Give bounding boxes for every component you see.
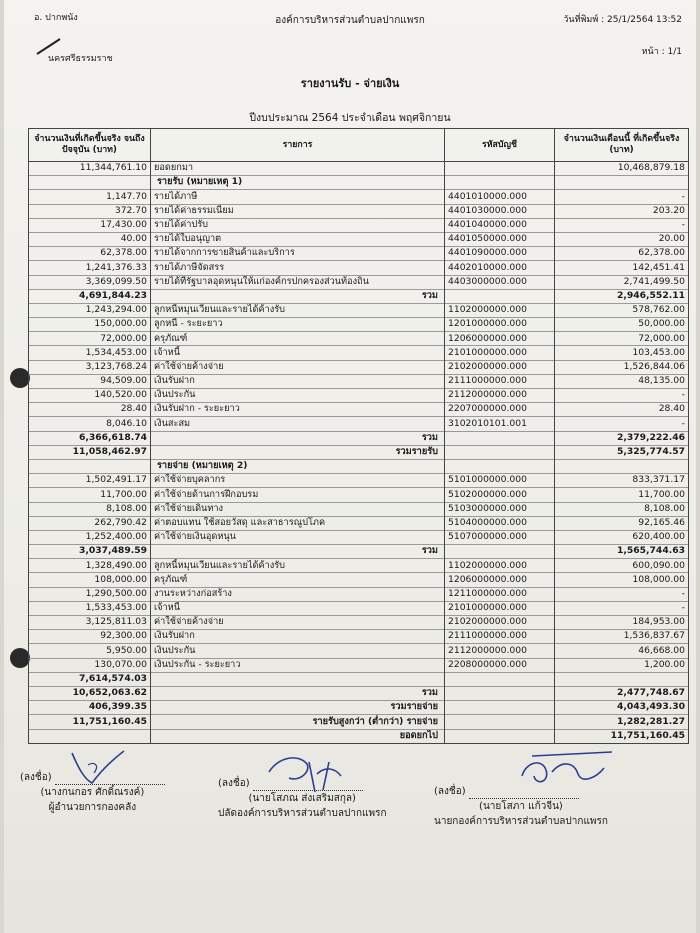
account-code-cell: 5104000000.000 bbox=[445, 516, 555, 530]
monthly-amount-cell: 1,200.00 bbox=[555, 658, 689, 672]
header-province: นครศรีธรรมราช bbox=[48, 54, 113, 64]
cumulative-amount-cell: 262,790.42 bbox=[29, 516, 151, 530]
signatory-name: (นายโสภา แก้วจีน) bbox=[479, 801, 563, 812]
cumulative-amount-cell: 3,369,099.50 bbox=[29, 275, 151, 289]
item-description-cell: รายได้ภาษี bbox=[151, 190, 445, 204]
column-header-item: รายการ bbox=[151, 129, 445, 162]
monthly-amount-cell: 1,282,281.27 bbox=[555, 715, 689, 729]
document-page bbox=[4, 0, 696, 933]
account-code-cell bbox=[445, 545, 555, 559]
column-header-code: รหัสบัญชี bbox=[445, 129, 555, 162]
cumulative-amount-cell: 1,502,491.17 bbox=[29, 474, 151, 488]
monthly-amount-cell: 184,953.00 bbox=[555, 616, 689, 630]
section-row bbox=[29, 176, 689, 190]
table-row bbox=[29, 616, 689, 630]
column-header-month: จำนวนเงินเดือนนี้ ที่เกิดขึ้นจริง (บาท) bbox=[555, 129, 689, 162]
item-description-cell: เงินรับฝาก - ระยะยาว bbox=[151, 403, 445, 417]
cumulative-amount-cell: 11,751,160.45 bbox=[29, 715, 151, 729]
table-row bbox=[29, 389, 689, 403]
total-row bbox=[29, 445, 689, 459]
monthly-amount-cell: 8,108.00 bbox=[555, 502, 689, 516]
account-code-cell: 5103000000.000 bbox=[445, 502, 555, 516]
cumulative-amount-cell: 1,241,376.33 bbox=[29, 261, 151, 275]
cumulative-amount-cell: 130,070.00 bbox=[29, 658, 151, 672]
monthly-amount-cell bbox=[555, 672, 689, 686]
monthly-amount-cell: 2,741,499.50 bbox=[555, 275, 689, 289]
cumulative-amount-cell: 5,950.00 bbox=[29, 644, 151, 658]
monthly-amount-cell: - bbox=[555, 190, 689, 204]
table-row bbox=[29, 318, 689, 332]
account-code-cell bbox=[445, 162, 555, 176]
item-description-cell: ค่าใช้จ่ายเงินอุดหนุน bbox=[151, 530, 445, 544]
cumulative-amount-cell bbox=[29, 459, 151, 473]
account-code-cell: 1102000000.000 bbox=[445, 303, 555, 317]
account-code-cell: 5101000000.000 bbox=[445, 474, 555, 488]
cumulative-amount-cell: 150,000.00 bbox=[29, 318, 151, 332]
monthly-amount-cell: - bbox=[555, 389, 689, 403]
monthly-amount-cell: 5,325,774.57 bbox=[555, 445, 689, 459]
monthly-amount-cell: 50,000.00 bbox=[555, 318, 689, 332]
cumulative-amount-cell bbox=[29, 176, 151, 190]
signature-label: (ลงชื่อ) bbox=[434, 786, 466, 797]
signature-label: (ลงชื่อ) bbox=[218, 778, 250, 789]
monthly-amount-cell: 4,043,493.30 bbox=[555, 701, 689, 715]
table-row bbox=[29, 374, 689, 388]
punch-hole bbox=[10, 648, 30, 668]
section-row bbox=[29, 459, 689, 473]
total-row bbox=[29, 686, 689, 700]
report-title: รายงานรับ - จ่ายเงิน bbox=[300, 77, 400, 90]
table-row bbox=[29, 332, 689, 346]
monthly-amount-cell: 2,379,222.46 bbox=[555, 431, 689, 445]
item-description-cell: รวม bbox=[151, 545, 445, 559]
item-description-cell: ค่าใช้จ่ายค้างจ่าย bbox=[151, 616, 445, 630]
account-code-cell bbox=[445, 729, 555, 743]
header-page-number: หน้า : 1/1 bbox=[641, 47, 682, 57]
header-print-date: วันที่พิมพ์ : 25/1/2564 13:52 bbox=[563, 15, 682, 25]
item-description-cell: เงินสะสม bbox=[151, 417, 445, 431]
monthly-amount-cell: 11,751,160.45 bbox=[555, 729, 689, 743]
item-description-cell: เงินประกัน bbox=[151, 389, 445, 403]
monthly-amount-cell: 92,165.46 bbox=[555, 516, 689, 530]
account-code-cell: 1211000000.000 bbox=[445, 587, 555, 601]
item-description-cell: ครุภัณฑ์ bbox=[151, 573, 445, 587]
punch-hole bbox=[10, 368, 30, 388]
cumulative-amount-cell: 3,037,489.59 bbox=[29, 545, 151, 559]
monthly-amount-cell: 578,762.00 bbox=[555, 303, 689, 317]
cumulative-amount-cell: 1,534,453.00 bbox=[29, 346, 151, 360]
item-description-cell: ค่าใช้จ่ายบุคลากร bbox=[151, 474, 445, 488]
monthly-amount-cell: 600,090.00 bbox=[555, 559, 689, 573]
table-row bbox=[29, 232, 689, 246]
item-description-cell: รายรับ (หมายเหตุ 1) bbox=[151, 176, 445, 190]
monthly-amount-cell: 11,700.00 bbox=[555, 488, 689, 502]
item-description-cell: ค่าใช้จ่ายด้านการฝึกอบรม bbox=[151, 488, 445, 502]
cumulative-amount-cell: 11,700.00 bbox=[29, 488, 151, 502]
monthly-amount-cell: 62,378.00 bbox=[555, 247, 689, 261]
account-code-cell: 4401010000.000 bbox=[445, 190, 555, 204]
monthly-amount-cell: 1,536,837.67 bbox=[555, 630, 689, 644]
monthly-amount-cell: 142,451.41 bbox=[555, 261, 689, 275]
table-row bbox=[29, 601, 689, 615]
account-code-cell: 2112000000.000 bbox=[445, 389, 555, 403]
cumulative-amount-cell: 10,652,063.62 bbox=[29, 686, 151, 700]
table-row bbox=[29, 644, 689, 658]
cumulative-amount-cell: 40.00 bbox=[29, 232, 151, 246]
cumulative-amount-cell: 11,058,462.97 bbox=[29, 445, 151, 459]
cumulative-amount-cell: 62,378.00 bbox=[29, 247, 151, 261]
account-code-cell: 2101000000.000 bbox=[445, 601, 555, 615]
monthly-amount-cell: 2,477,748.67 bbox=[555, 686, 689, 700]
cumulative-amount-cell: 94,509.00 bbox=[29, 374, 151, 388]
cumulative-amount-cell: 7,614,574.03 bbox=[29, 672, 151, 686]
cumulative-amount-cell: 8,108.00 bbox=[29, 502, 151, 516]
item-description-cell: ค่าตอบแทน ใช้สอยวัสดุ และสาธารณูปโภค bbox=[151, 516, 445, 530]
item-description-cell: รวม bbox=[151, 686, 445, 700]
item-description-cell: ลูกหนี้หมุนเวียนและรายได้ค้างรับ bbox=[151, 559, 445, 573]
monthly-amount-cell: 1,526,844.06 bbox=[555, 360, 689, 374]
table-row bbox=[29, 403, 689, 417]
account-code-cell: 4401050000.000 bbox=[445, 232, 555, 246]
item-description-cell: ค่าใช้จ่ายเดินทาง bbox=[151, 502, 445, 516]
table-row bbox=[29, 516, 689, 530]
signatory-name: (นางกนกอร ศักดิ์ณรงค์) bbox=[40, 787, 145, 798]
account-code-cell bbox=[445, 431, 555, 445]
monthly-amount-cell: 1,565,744.63 bbox=[555, 545, 689, 559]
total-row bbox=[29, 715, 689, 729]
cumulative-amount-cell: 406,399.35 bbox=[29, 701, 151, 715]
monthly-amount-cell bbox=[555, 176, 689, 190]
table-row bbox=[29, 502, 689, 516]
cumulative-amount-cell: 92,300.00 bbox=[29, 630, 151, 644]
account-code-cell: 2207000000.000 bbox=[445, 403, 555, 417]
total-row bbox=[29, 545, 689, 559]
item-description-cell: เงินรับฝาก bbox=[151, 374, 445, 388]
item-description-cell: รวม bbox=[151, 289, 445, 303]
cumulative-amount-cell: 8,046.10 bbox=[29, 417, 151, 431]
account-code-cell: 2101000000.000 bbox=[445, 346, 555, 360]
signature-image bbox=[64, 745, 134, 790]
table-row bbox=[29, 204, 689, 218]
account-code-cell: 1102000000.000 bbox=[445, 559, 555, 573]
monthly-amount-cell: 108,000.00 bbox=[555, 573, 689, 587]
total-row bbox=[29, 672, 689, 686]
account-code-cell bbox=[445, 459, 555, 473]
account-code-cell: 1206000000.000 bbox=[445, 332, 555, 346]
header-district: อ. ปากพนัง bbox=[34, 13, 78, 23]
monthly-amount-cell: 833,371.17 bbox=[555, 474, 689, 488]
signatory-position: นายกองค์การบริหารส่วนตำบลปากแพรก bbox=[434, 816, 608, 827]
signature-image bbox=[512, 748, 622, 793]
total-row bbox=[29, 729, 689, 743]
account-code-cell: 3102010101.001 bbox=[445, 417, 555, 431]
monthly-amount-cell: - bbox=[555, 587, 689, 601]
account-code-cell: 4401030000.000 bbox=[445, 204, 555, 218]
signature-image bbox=[259, 752, 359, 797]
item-description-cell: เงินประกัน - ระยะยาว bbox=[151, 658, 445, 672]
item-description-cell: รายได้ค่าปรับ bbox=[151, 218, 445, 232]
account-code-cell bbox=[445, 176, 555, 190]
item-description-cell: ลูกหนี้หมุนเวียนและรายได้ค้างรับ bbox=[151, 303, 445, 317]
account-code-cell: 2111000000.000 bbox=[445, 630, 555, 644]
table-row bbox=[29, 303, 689, 317]
cumulative-amount-cell: 28.40 bbox=[29, 403, 151, 417]
monthly-amount-cell: 48,135.00 bbox=[555, 374, 689, 388]
table-row bbox=[29, 573, 689, 587]
account-code-cell: 1201000000.000 bbox=[445, 318, 555, 332]
account-code-cell: 2112000000.000 bbox=[445, 644, 555, 658]
monthly-amount-cell: - bbox=[555, 417, 689, 431]
item-description-cell: รายรับสูงกว่า (ต่ำกว่า) รายจ่าย bbox=[151, 715, 445, 729]
account-code-cell bbox=[445, 715, 555, 729]
cumulative-amount-cell: 11,344,761.10 bbox=[29, 162, 151, 176]
monthly-amount-cell: 28.40 bbox=[555, 403, 689, 417]
report-subtitle: ปีงบประมาณ 2564 ประจำเดือน พฤศจิกายน bbox=[249, 112, 451, 124]
item-description-cell: งานระหว่างก่อสร้าง bbox=[151, 587, 445, 601]
item-description-cell: ยอดยกมา bbox=[151, 162, 445, 176]
monthly-amount-cell: 103,453.00 bbox=[555, 346, 689, 360]
account-code-cell: 4401040000.000 bbox=[445, 218, 555, 232]
item-description-cell: ค่าใช้จ่ายค้างจ่าย bbox=[151, 360, 445, 374]
table-row bbox=[29, 474, 689, 488]
table-row bbox=[29, 630, 689, 644]
account-code-cell: 2102000000.000 bbox=[445, 360, 555, 374]
item-description-cell: เจ้าหนี้ bbox=[151, 601, 445, 615]
item-description-cell: เงินประกัน bbox=[151, 644, 445, 658]
monthly-amount-cell: 203.20 bbox=[555, 204, 689, 218]
table-row bbox=[29, 530, 689, 544]
item-description-cell: รายได้ใบอนุญาต bbox=[151, 232, 445, 246]
item-description-cell: รายจ่าย (หมายเหตุ 2) bbox=[151, 459, 445, 473]
item-description-cell: รายได้ภาษีจัดสรร bbox=[151, 261, 445, 275]
cumulative-amount-cell: 4,691,844.23 bbox=[29, 289, 151, 303]
table-row bbox=[29, 488, 689, 502]
monthly-amount-cell: 620,400.00 bbox=[555, 530, 689, 544]
table-row bbox=[29, 218, 689, 232]
item-description-cell: ลูกหนี้ - ระยะยาว bbox=[151, 318, 445, 332]
table-row bbox=[29, 346, 689, 360]
cumulative-amount-cell: 1,252,400.00 bbox=[29, 530, 151, 544]
table-row bbox=[29, 587, 689, 601]
item-description-cell: รายได้ที่รัฐบาลอุดหนุนให้แก่องค์กรปกครองส่วนท้องถิ่น bbox=[151, 275, 445, 289]
account-code-cell: 2102000000.000 bbox=[445, 616, 555, 630]
table-row bbox=[29, 417, 689, 431]
table-row bbox=[29, 360, 689, 374]
account-code-cell bbox=[445, 289, 555, 303]
monthly-amount-cell: 72,000.00 bbox=[555, 332, 689, 346]
table-row bbox=[29, 658, 689, 672]
item-description-cell: รายได้ค่าธรรมเนียม bbox=[151, 204, 445, 218]
account-code-cell: 4401090000.000 bbox=[445, 247, 555, 261]
account-code-cell: 1206000000.000 bbox=[445, 573, 555, 587]
item-description-cell: เงินรับฝาก bbox=[151, 630, 445, 644]
total-row bbox=[29, 431, 689, 445]
signature-label: (ลงชื่อ) bbox=[20, 772, 52, 783]
cumulative-amount-cell: 372.70 bbox=[29, 204, 151, 218]
cumulative-amount-cell bbox=[29, 729, 151, 743]
item-description-cell bbox=[151, 672, 445, 686]
monthly-amount-cell: 20.00 bbox=[555, 232, 689, 246]
account-code-cell: 4403000000.000 bbox=[445, 275, 555, 289]
handwritten-mark bbox=[34, 36, 64, 58]
monthly-amount-cell: 10,468,879.18 bbox=[555, 162, 689, 176]
signatory-position: ผู้อำนวยการกองคลัง bbox=[48, 802, 137, 813]
signatory-name: (นายโสภณ ส่งเสริมสกุล) bbox=[248, 793, 356, 804]
item-description-cell: รวมรายรับ bbox=[151, 445, 445, 459]
account-code-cell bbox=[445, 701, 555, 715]
cumulative-amount-cell: 1,243,294.00 bbox=[29, 303, 151, 317]
cumulative-amount-cell: 17,430.00 bbox=[29, 218, 151, 232]
item-description-cell: ครุภัณฑ์ bbox=[151, 332, 445, 346]
cumulative-amount-cell: 3,125,811.03 bbox=[29, 616, 151, 630]
table-row bbox=[29, 275, 689, 289]
monthly-amount-cell bbox=[555, 459, 689, 473]
item-description-cell: รายได้จากการขายสินค้าและบริการ bbox=[151, 247, 445, 261]
total-row bbox=[29, 701, 689, 715]
monthly-amount-cell: 2,946,552.11 bbox=[555, 289, 689, 303]
table-row bbox=[29, 162, 689, 176]
item-description-cell: ยอดยกไป bbox=[151, 729, 445, 743]
receipt-expense-table bbox=[28, 128, 689, 744]
cumulative-amount-cell: 72,000.00 bbox=[29, 332, 151, 346]
table-row bbox=[29, 559, 689, 573]
account-code-cell bbox=[445, 672, 555, 686]
monthly-amount-cell: - bbox=[555, 601, 689, 615]
table-row bbox=[29, 247, 689, 261]
account-code-cell: 4402010000.000 bbox=[445, 261, 555, 275]
column-header-cumulative: จำนวนเงินที่เกิดขึ้นจริง จนถึงปัจจุบัน (บาท) bbox=[29, 129, 151, 162]
signatory-position: ปลัดองค์การบริหารส่วนตำบลปากแพรก bbox=[218, 808, 387, 819]
account-code-cell: 5102000000.000 bbox=[445, 488, 555, 502]
account-code-cell: 5107000000.000 bbox=[445, 530, 555, 544]
item-description-cell: เจ้าหนี้ bbox=[151, 346, 445, 360]
total-row bbox=[29, 289, 689, 303]
cumulative-amount-cell: 108,000.00 bbox=[29, 573, 151, 587]
cumulative-amount-cell: 1,147.70 bbox=[29, 190, 151, 204]
cumulative-amount-cell: 1,533,453.00 bbox=[29, 601, 151, 615]
cumulative-amount-cell: 6,366,618.74 bbox=[29, 431, 151, 445]
account-code-cell bbox=[445, 445, 555, 459]
monthly-amount-cell: - bbox=[555, 218, 689, 232]
item-description-cell: รวม bbox=[151, 431, 445, 445]
cumulative-amount-cell: 1,328,490.00 bbox=[29, 559, 151, 573]
item-description-cell: รวมรายจ่าย bbox=[151, 701, 445, 715]
table-header-row bbox=[29, 129, 689, 162]
monthly-amount-cell: 46,668.00 bbox=[555, 644, 689, 658]
header-organization: องค์การบริหารส่วนตำบลปากแพรก bbox=[275, 15, 425, 26]
cumulative-amount-cell: 1,290,500.00 bbox=[29, 587, 151, 601]
account-code-cell bbox=[445, 686, 555, 700]
cumulative-amount-cell: 140,520.00 bbox=[29, 389, 151, 403]
cumulative-amount-cell: 3,123,768.24 bbox=[29, 360, 151, 374]
account-code-cell: 2111000000.000 bbox=[445, 374, 555, 388]
table-row bbox=[29, 261, 689, 275]
account-code-cell: 2208000000.000 bbox=[445, 658, 555, 672]
table-row bbox=[29, 190, 689, 204]
